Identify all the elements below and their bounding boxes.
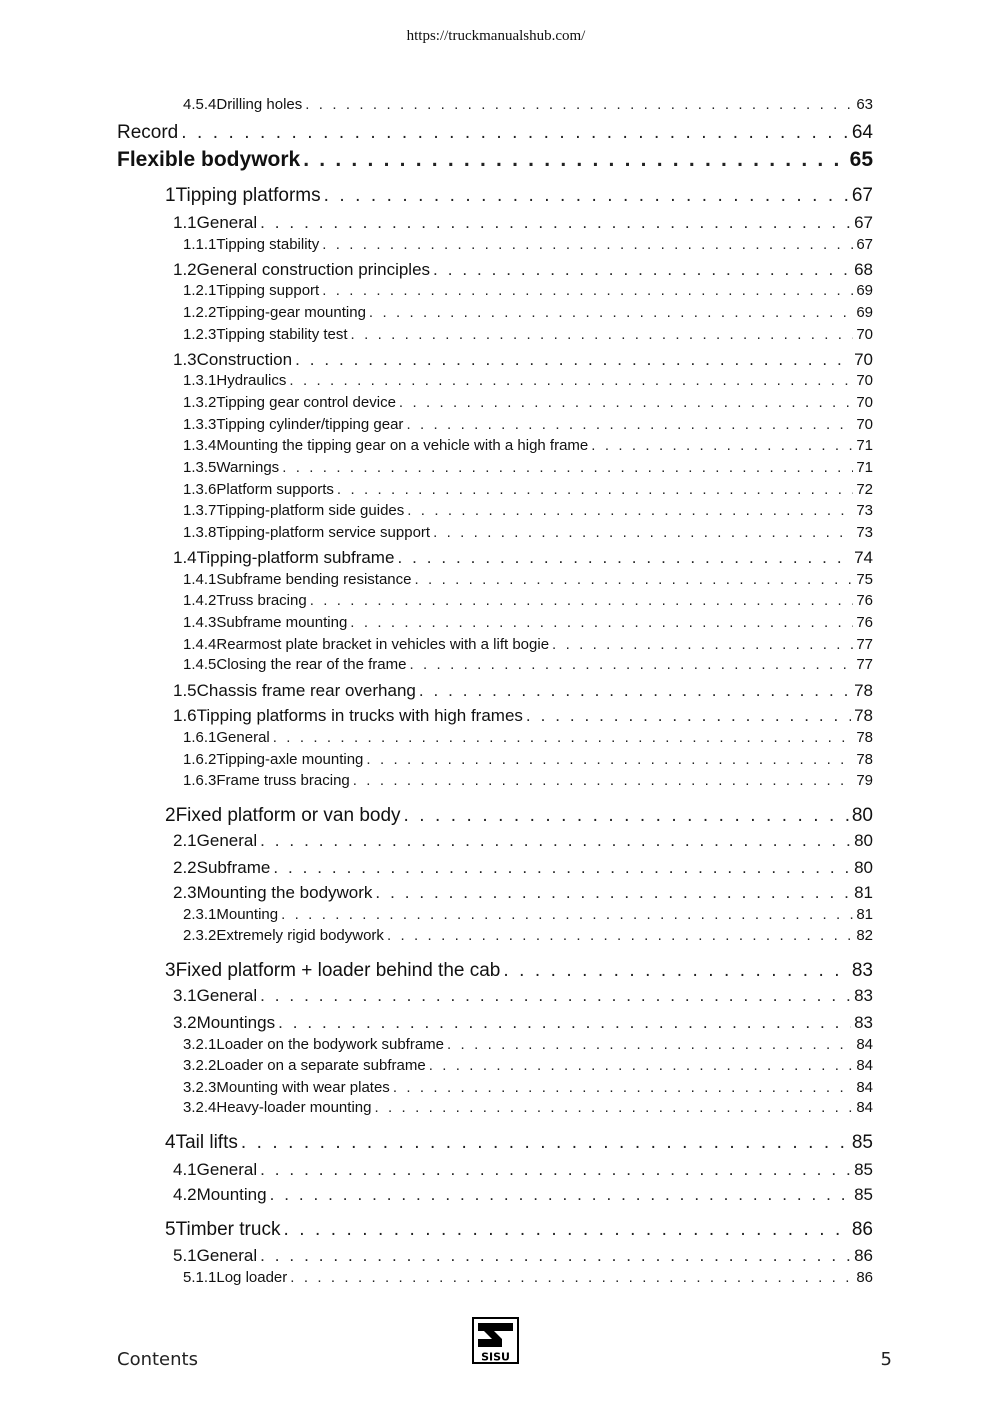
dot-leader <box>290 1269 853 1286</box>
toc-entry[interactable] <box>173 831 873 851</box>
toc-entry[interactable] <box>173 260 873 280</box>
dot-leader <box>303 148 846 172</box>
toc-entry-title: Mounting with wear plates <box>216 1079 390 1096</box>
toc-entry-page: 86 <box>851 1219 873 1240</box>
toc-entry-number: 1.4.3 <box>183 614 217 631</box>
toc-entry-number: 3 <box>165 960 176 981</box>
toc-entry-title: Tipping platforms <box>175 185 321 206</box>
toc-entry-page: 76 <box>856 592 873 609</box>
toc-entry[interactable] <box>117 148 873 172</box>
toc-entry[interactable] <box>183 459 873 476</box>
toc-entry[interactable] <box>173 548 873 568</box>
dot-leader <box>181 122 849 144</box>
dot-leader <box>281 906 853 923</box>
toc-entry-title: General <box>216 729 270 746</box>
dot-leader <box>260 986 851 1006</box>
toc-entry-page: 83 <box>851 960 873 981</box>
toc-entry[interactable] <box>183 236 873 253</box>
toc-entry-page: 65 <box>849 148 873 171</box>
toc-entry[interactable] <box>183 96 873 113</box>
toc-entry-number: 1.6.2 <box>183 751 217 768</box>
footer-section-label: Contents <box>117 1349 198 1370</box>
toc-entry-number: 1.3.4 <box>183 437 217 454</box>
dot-leader <box>419 681 851 701</box>
toc-entry-number: 1.3.6 <box>183 481 217 498</box>
toc-entry[interactable] <box>183 751 873 768</box>
toc-entry[interactable] <box>183 304 873 321</box>
toc-entry-title: Mounting the bodywork <box>196 883 373 902</box>
toc-entry-title: Log loader <box>216 1269 288 1286</box>
dot-leader <box>322 236 853 253</box>
toc-entry-title: Tipping cylinder/tipping gear <box>216 416 404 433</box>
toc-entry-title: Subframe bending resistance <box>216 571 412 588</box>
toc-entry-title: Tipping-platform subframe <box>196 548 395 567</box>
toc-entry-page: 78 <box>856 751 873 768</box>
toc-entry-title: Tipping stability <box>216 236 320 253</box>
toc-entry[interactable] <box>183 416 873 433</box>
toc-entry-page: 83 <box>854 1013 873 1032</box>
dot-leader <box>322 282 853 299</box>
toc-entry-number: 4.2 <box>173 1185 197 1204</box>
dot-leader <box>283 1219 848 1241</box>
source-url: https://truckmanualshub.com/ <box>406 28 586 44</box>
toc-entry-number: 2.3.1 <box>183 906 217 923</box>
toc-entry-number: 1.6 <box>173 706 197 725</box>
toc-entry-page: 71 <box>856 459 873 476</box>
toc-entry-title: Flexible bodywork <box>117 148 301 171</box>
toc-entry-number: 1.3.1 <box>183 372 217 389</box>
toc-entry-number: 4.5.4 <box>183 96 217 113</box>
toc-entry-number: 1.3.5 <box>183 459 217 476</box>
toc-entry-number: 5.1.1 <box>183 1269 217 1286</box>
dot-leader <box>324 185 849 207</box>
dot-leader <box>260 1246 851 1266</box>
toc-entry[interactable] <box>173 213 873 233</box>
toc-entry[interactable] <box>173 883 873 903</box>
toc-entry-title: General <box>196 986 258 1005</box>
toc-entry-page: 86 <box>854 1246 873 1265</box>
toc-entry-number: 1.6.1 <box>183 729 217 746</box>
toc-entry-title: Drilling holes <box>216 96 303 113</box>
toc-entry-page: 67 <box>856 236 873 253</box>
toc-entry-number: 1.4.5 <box>183 656 217 673</box>
toc-entry[interactable] <box>173 1246 873 1266</box>
dot-leader <box>375 883 851 903</box>
toc-entry-number: 3.2 <box>173 1013 197 1032</box>
toc-entry-page: 69 <box>856 282 873 299</box>
toc-entry-title: Mounting <box>196 1185 267 1204</box>
toc-entry-number: 1.4 <box>173 548 197 567</box>
toc-entry-number: 1.4.2 <box>183 592 217 609</box>
dot-leader <box>429 1057 854 1074</box>
toc-entry-title: Timber truck <box>175 1219 281 1240</box>
toc-entry-page: 67 <box>854 213 873 232</box>
sisu-logo <box>472 1317 519 1364</box>
dot-leader <box>353 772 854 789</box>
toc-entry[interactable] <box>183 614 873 631</box>
toc-entry-page: 70 <box>854 350 873 369</box>
toc-entry-title: Tipping-platform side guides <box>216 502 405 519</box>
toc-entry-page: 78 <box>854 681 873 700</box>
dot-leader <box>289 372 853 389</box>
toc-entry-number: 2.1 <box>173 831 197 850</box>
toc-entry-page: 73 <box>856 524 873 541</box>
toc-entry-number: 1.3 <box>173 350 197 369</box>
toc-entry-page: 80 <box>854 831 873 850</box>
toc-entry[interactable] <box>183 571 873 588</box>
toc-entry-page: 67 <box>851 185 873 206</box>
toc-entry-title: Loader on the bodywork subframe <box>216 1036 445 1053</box>
dot-leader <box>404 805 849 827</box>
toc-entry-title: Hydraulics <box>216 372 287 389</box>
toc-entry-page: 72 <box>856 481 873 498</box>
toc-entry[interactable] <box>183 481 873 498</box>
toc-entry-number: 2.3.2 <box>183 927 217 944</box>
toc-entry-page: 69 <box>856 304 873 321</box>
toc-entry-number: 1 <box>165 185 176 206</box>
toc-entry-title: Tipping stability test <box>216 326 348 343</box>
toc-entry-title: Truss bracing <box>216 592 307 609</box>
toc-entry-page: 71 <box>856 437 873 454</box>
toc-entry-page: 77 <box>856 656 873 673</box>
toc-entry-number: 1.2 <box>173 260 197 279</box>
toc-entry[interactable] <box>165 960 873 982</box>
dot-leader <box>407 502 853 519</box>
toc-entry[interactable] <box>183 772 873 789</box>
toc-entry-number: 1.2.2 <box>183 304 217 321</box>
toc-entry-number: 5.1 <box>173 1246 197 1265</box>
dot-leader <box>526 706 851 726</box>
toc-entry-page: 64 <box>851 122 873 143</box>
toc-entry-title: General <box>196 1160 258 1179</box>
dot-leader <box>351 326 854 343</box>
dot-leader <box>273 729 854 746</box>
toc-entry[interactable] <box>183 502 873 519</box>
dot-leader <box>374 1099 853 1116</box>
toc-entry-title: General construction principles <box>196 260 431 279</box>
toc-entry[interactable] <box>183 282 873 299</box>
toc-entry-number: 3.2.1 <box>183 1036 217 1053</box>
toc-entry-page: 84 <box>856 1057 873 1074</box>
toc-entry-title: Fixed platform + loader behind the cab <box>175 960 501 981</box>
dot-leader <box>310 592 854 609</box>
toc-entry-page: 79 <box>856 772 873 789</box>
toc-entry-page: 74 <box>854 548 873 567</box>
toc-entry[interactable] <box>173 986 873 1006</box>
toc-entry-page: 77 <box>856 636 873 653</box>
toc-entry-number: 1.3.2 <box>183 394 217 411</box>
toc-entry-page: 84 <box>856 1099 873 1116</box>
toc-entry-title: Subframe mounting <box>216 614 348 631</box>
toc-entry-title: General <box>196 1246 258 1265</box>
toc-entry-number: 5 <box>165 1219 176 1240</box>
dot-leader <box>295 350 851 370</box>
toc-entry[interactable] <box>183 906 873 923</box>
toc-entry-title: Tipping-platform service support <box>216 524 431 541</box>
dot-leader <box>369 304 853 321</box>
toc-entry-page: 81 <box>854 883 873 902</box>
toc-entry-number: 3.2.3 <box>183 1079 217 1096</box>
logo-text: SISU <box>481 1350 510 1364</box>
toc-entry[interactable] <box>173 706 873 726</box>
toc-entry-page: 70 <box>856 372 873 389</box>
dot-leader <box>366 751 853 768</box>
toc-entry-title: Loader on a separate subframe <box>216 1057 426 1074</box>
toc-entry-title: Mountings <box>196 1013 276 1032</box>
toc-entry-number: 4 <box>165 1132 176 1153</box>
toc-entry-title: Tipping support <box>216 282 320 299</box>
toc-entry-page: 85 <box>854 1160 873 1179</box>
toc-entry[interactable] <box>165 805 873 827</box>
dot-leader <box>409 656 853 673</box>
toc-entry-title: Construction <box>196 350 293 369</box>
toc-entry[interactable] <box>173 1185 873 1205</box>
toc-entry-title: Tipping gear control device <box>216 394 396 411</box>
dot-leader <box>337 481 853 498</box>
toc-entry[interactable] <box>183 524 873 541</box>
toc-entry-title: Platform supports <box>216 481 334 498</box>
toc-entry-number: 1.1.1 <box>183 236 217 253</box>
toc-entry[interactable] <box>183 394 873 411</box>
toc-entry-number: 4.1 <box>173 1160 197 1179</box>
toc-entry-number: 3.1 <box>173 986 197 1005</box>
toc-entry-number: 2 <box>165 805 176 826</box>
toc-entry[interactable] <box>173 350 873 370</box>
toc-entry[interactable] <box>183 636 873 653</box>
toc-entry-title: Extremely rigid bodywork <box>216 927 384 944</box>
toc-entry[interactable] <box>183 927 873 944</box>
toc-entry-title: Record <box>117 122 179 143</box>
dot-leader <box>387 927 853 944</box>
dot-leader <box>397 548 851 568</box>
toc-entry-page: 82 <box>856 927 873 944</box>
toc-entry-title: Heavy-loader mounting <box>216 1099 372 1116</box>
dot-leader <box>433 524 853 541</box>
dot-leader <box>393 1079 854 1096</box>
toc-entry-title: Frame truss bracing <box>216 772 350 789</box>
toc-entry-title: Warnings <box>216 459 280 476</box>
toc-entry[interactable] <box>183 1099 873 1116</box>
toc-entry[interactable] <box>173 681 873 701</box>
toc-entry-page: 80 <box>854 858 873 877</box>
dot-leader <box>591 437 853 454</box>
dot-leader <box>260 1160 851 1180</box>
toc-entry[interactable] <box>183 729 873 746</box>
dot-leader <box>241 1132 849 1154</box>
toc-entry-number: 3.2.2 <box>183 1057 217 1074</box>
dot-leader <box>503 960 849 982</box>
toc-entry-number: 3.2.4 <box>183 1099 217 1116</box>
toc-entry-number: 1.2.3 <box>183 326 217 343</box>
toc-entry[interactable] <box>165 1132 873 1154</box>
toc-entry-number: 1.2.1 <box>183 282 217 299</box>
dot-leader <box>260 831 851 851</box>
toc-entry-number: 1.3.8 <box>183 524 217 541</box>
toc-entry-title: Tail lifts <box>175 1132 238 1153</box>
dot-leader <box>552 636 853 653</box>
toc-entry-title: Tipping-axle mounting <box>216 751 364 768</box>
toc-entry-title: Fixed platform or van body <box>175 805 401 826</box>
dot-leader <box>399 394 853 411</box>
toc-entry[interactable] <box>183 656 873 673</box>
dot-leader <box>433 260 851 280</box>
toc-entry[interactable] <box>183 592 873 609</box>
toc-entry-page: 70 <box>856 394 873 411</box>
toc-entry[interactable] <box>117 122 873 144</box>
toc-entry-page: 70 <box>856 416 873 433</box>
toc-entry-number: 1.3.3 <box>183 416 217 433</box>
page-number: 5 <box>880 1349 892 1370</box>
toc-entry[interactable] <box>165 185 873 207</box>
dot-leader <box>260 213 851 233</box>
toc-entry[interactable] <box>173 858 873 878</box>
toc-entry[interactable] <box>173 1013 873 1033</box>
toc-entry-number: 2.2 <box>173 858 197 877</box>
toc-entry-page: 73 <box>856 502 873 519</box>
toc-entry-number: 1.4.1 <box>183 571 217 588</box>
toc-entry-page: 84 <box>856 1036 873 1053</box>
toc-entry-page: 78 <box>856 729 873 746</box>
toc-entry-page: 85 <box>854 1185 873 1204</box>
toc-entry-number: 2.3 <box>173 883 197 902</box>
dot-leader <box>270 1185 852 1205</box>
toc-entry-page: 75 <box>856 571 873 588</box>
dot-leader <box>415 571 854 588</box>
dot-leader <box>447 1036 853 1053</box>
toc-entry-title: General <box>196 213 258 232</box>
toc-entry-number: 1.1 <box>173 213 197 232</box>
dot-leader <box>350 614 853 631</box>
toc-entry[interactable] <box>183 437 873 454</box>
toc-entry-page: 83 <box>854 986 873 1005</box>
dot-leader <box>278 1013 851 1033</box>
toc-entry-page: 63 <box>856 96 873 113</box>
toc-entry-title: Closing the rear of the frame <box>216 656 407 673</box>
toc-entry-title: Tipping-gear mounting <box>216 304 366 321</box>
toc-entry-title: Tipping platforms in trucks with high frames <box>196 706 523 725</box>
toc-entry-page: 76 <box>856 614 873 631</box>
dot-leader <box>406 416 853 433</box>
toc-entry-title: Subframe <box>196 858 271 877</box>
toc-entry[interactable] <box>165 1219 873 1241</box>
toc-entry[interactable] <box>183 1036 873 1053</box>
toc-entry-number: 1.4.4 <box>183 636 217 653</box>
toc-entry-title: Mounting <box>216 906 279 923</box>
toc-entry-page: 86 <box>856 1269 873 1286</box>
toc-entry[interactable] <box>173 1160 873 1180</box>
toc-entry[interactable] <box>183 326 873 343</box>
toc-entry-page: 68 <box>854 260 873 279</box>
dot-leader <box>273 858 851 878</box>
dot-leader <box>305 96 853 113</box>
toc-entry-page: 85 <box>851 1132 873 1153</box>
toc-entry[interactable] <box>183 372 873 389</box>
toc-entry[interactable] <box>183 1269 873 1286</box>
toc-entry-page: 78 <box>854 706 873 725</box>
toc-entry-title: Rearmost plate bracket in vehicles with a lift bogie <box>216 636 550 653</box>
toc-entry-number: 1.3.7 <box>183 502 217 519</box>
toc-entry-title: Mounting the tipping gear on a vehicle with a high frame <box>216 437 589 454</box>
toc-entry-page: 80 <box>851 805 873 826</box>
toc-entry-page: 81 <box>856 906 873 923</box>
toc-entry[interactable] <box>183 1079 873 1096</box>
toc-entry-number: 1.5 <box>173 681 197 700</box>
toc-entry-title: Chassis frame rear overhang <box>196 681 416 700</box>
toc-entry-number: 1.6.3 <box>183 772 217 789</box>
toc-entry[interactable] <box>183 1057 873 1074</box>
dot-leader <box>282 459 853 476</box>
toc-entry-title: General <box>196 831 258 850</box>
toc-entry-page: 84 <box>856 1079 873 1096</box>
toc-entry-page: 70 <box>856 326 873 343</box>
